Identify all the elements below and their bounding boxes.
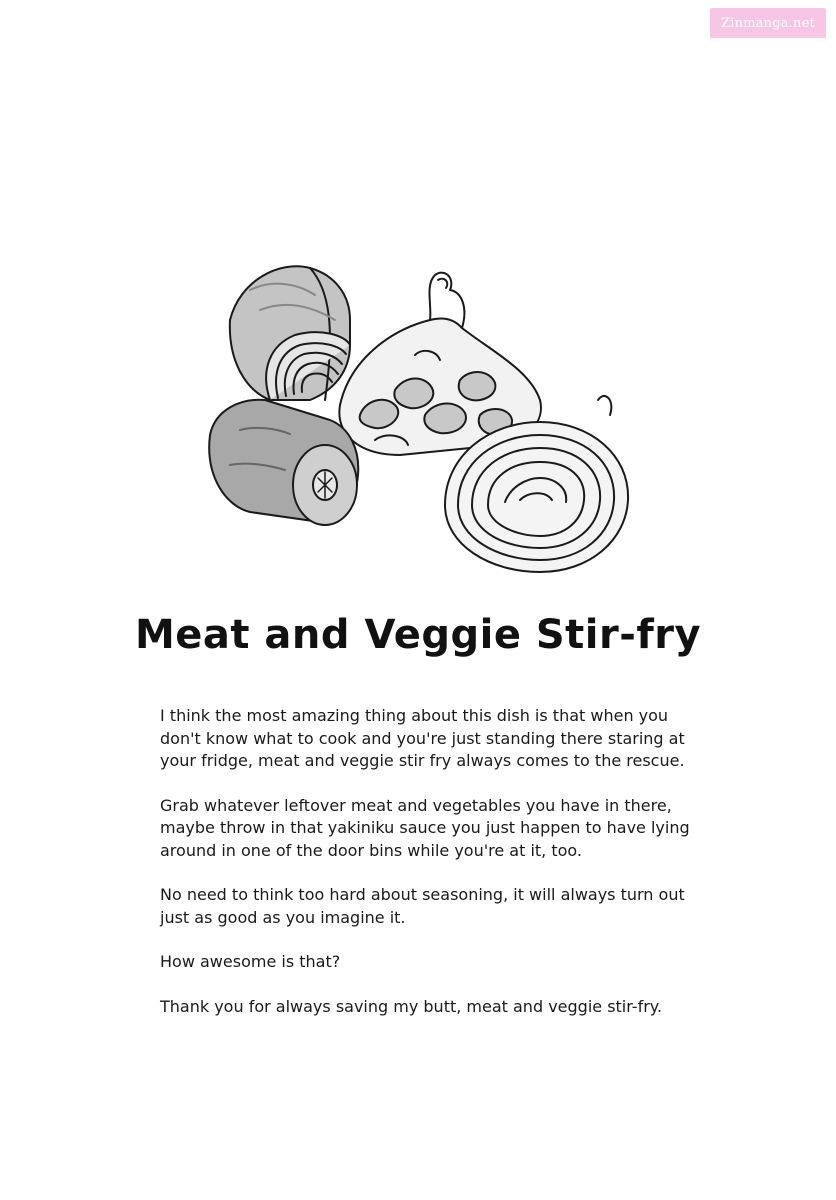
recipe-description bbox=[160, 705, 700, 1040]
paragraph: Thank you for always saving my butt, meat and veggie stir-fry. bbox=[160, 996, 663, 1016]
paragraph: How awesome is that? bbox=[160, 952, 341, 971]
cabbage-drawing bbox=[230, 266, 350, 400]
carrot-drawing bbox=[209, 400, 358, 525]
vegetables-illustration bbox=[200, 250, 640, 580]
recipe-title: Meat and Veggie Stir-fry bbox=[134, 612, 702, 658]
paragraph: I think the most amazing thing about this dish is that when you don't know what to cook and you're just standing there staring at your fridge, meat and veggie stir fry always comes to the rescue. bbox=[160, 706, 685, 770]
paragraph: Grab whatever leftover meat and vegetables you have in there, maybe throw in that yakiniku sauce you just happen to have lying around in one of the door bins while you're at it, too. bbox=[160, 795, 690, 860]
paragraph: No need to think too hard about seasoning, it will always turn out just as good as you imagine it. bbox=[160, 885, 685, 927]
watermark-logo: Zinmanga.net bbox=[710, 8, 826, 38]
